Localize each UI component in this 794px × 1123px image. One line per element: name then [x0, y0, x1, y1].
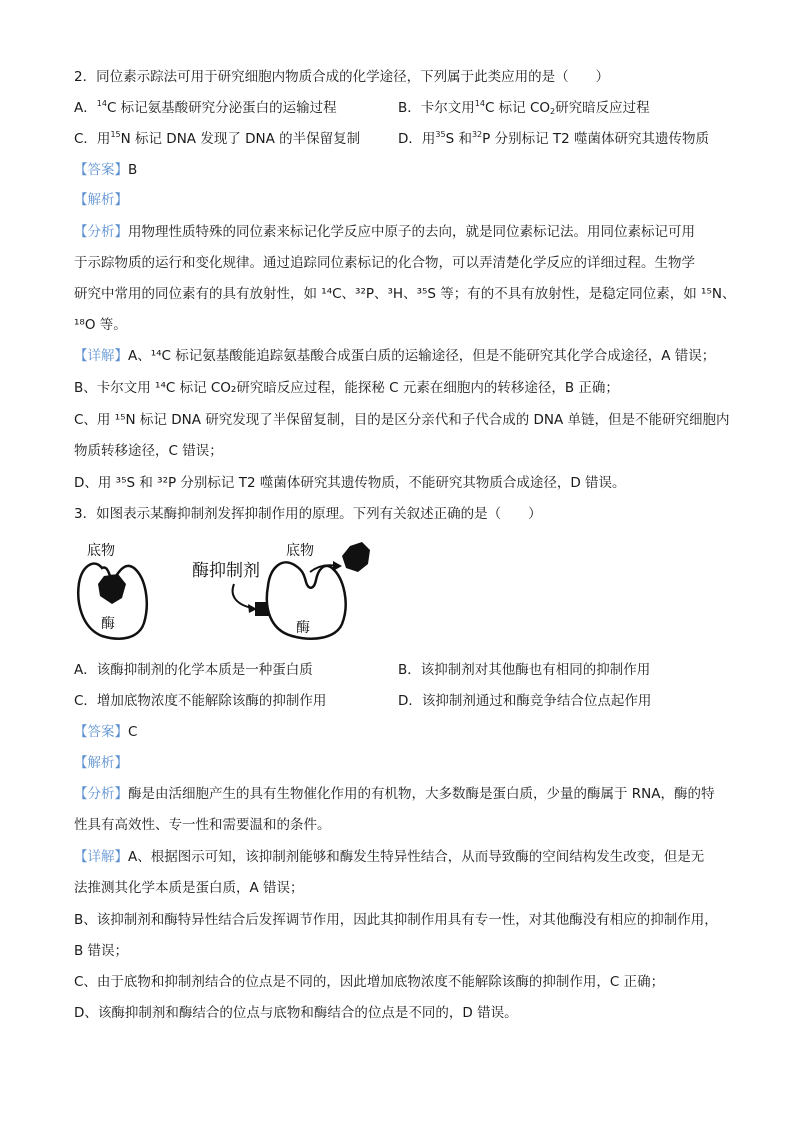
q2-option-d: D．用$^{35}$S 和$^{32}$P 分别标记 T2 噬菌体研究其遗传物质 — [398, 130, 710, 147]
q3-stem: 3．如图表示某酶抑制剂发挥抑制作用的原理。下列有关叙述正确的是（ ） — [74, 506, 542, 522]
answer-tag: 【答案】 — [74, 724, 128, 740]
q2-option-c: C．用$^{15}$N 标记 DNA 发现了 DNA 的半保留复制 — [74, 130, 361, 147]
inhibitor-label: 酶抑制剂 — [192, 561, 260, 581]
enzyme-right-label: 酶 — [296, 620, 310, 636]
q3-xiangjie-a1: 【详解】A、根据图示可知，该抑制剂能够和酶发生特异性结合，从而导致酶的空间结构发生改变，但是无 — [74, 849, 705, 865]
q3-option-d: D．该抑制剂通过和酶竞争结合位点起作用 — [398, 693, 652, 709]
q2-fenxi-line-2: 于示踪物质的运行和变化规律。通过追踪同位素标记的化合物，可以弄清楚化学反应的详细过程。生物学 — [74, 255, 695, 271]
fenxi-tag: 【分析】 — [74, 786, 128, 802]
q2-stem: 2．同位素示踪法可用于研究细胞内物质合成的化学途径，下列属于此类应用的是（ ） — [74, 69, 610, 85]
q2-xiangjie-c2: 物质转移途径，C 错误； — [74, 443, 223, 459]
q2-option-b: B．卡尔文用$^{14}$C 标记 $CO_2$研究暗反应过程 — [398, 99, 650, 116]
enzyme-inhibitor-figure — [74, 538, 394, 648]
q2-xiangjie-c1: C、用 ¹⁵N 标记 DNA 研究发现了半保留复制，目的是区分亲代和子代合成的 DNA 单链，但是不能研究细胞内 — [74, 412, 730, 428]
q3-answer — [74, 722, 137, 742]
q2-answer — [74, 160, 137, 180]
substrate-right-shape — [342, 542, 370, 572]
xiangjie-tag: 【详解】 — [74, 849, 128, 865]
q3-xiangjie-a2: 法推测其化学本质是蛋白质，A 错误； — [74, 880, 304, 896]
substrate-arrow-head — [333, 561, 342, 571]
q2-xiangjie-d: D、用 ³⁵S 和 ³²P 分别标记 T2 噬菌体研究其遗传物质，不能研究其物质合成途径，D 错误。 — [74, 475, 626, 491]
q2-analysis-tag: 【解析】 — [74, 192, 128, 208]
substrate-right-label: 底物 — [286, 543, 314, 559]
q2-fenxi-line-4: ¹⁸O 等。 — [74, 317, 127, 333]
q3-fenxi-line-2: 性具有高效性、专一性和需要温和的条件。 — [74, 817, 331, 833]
q3-option-a: A．该酶抑制剂的化学本质是一种蛋白质 — [74, 662, 313, 678]
q3-xiangjie-c: C、由于底物和抑制剂结合的位点是不同的，因此增加底物浓度不能解除该酶的抑制作用，C 正确； — [74, 974, 665, 990]
fenxi-tag: 【分析】 — [74, 224, 128, 240]
q3-xiangjie-d: D、该酶抑制剂和酶结合的位点与底物和酶结合的位点是不同的，D 错误。 — [74, 1005, 518, 1021]
q3-analysis-tag: 【解析】 — [74, 755, 128, 771]
xiangjie-tag: 【详解】 — [74, 348, 128, 364]
q3-fenxi-line-1: 【分析】酶是由活细胞产生的具有生物催化作用的有机物，大多数酶是蛋白质，少量的酶属于 RNA，酶的特 — [74, 786, 715, 802]
q2-fenxi-line-1: 【分析】用物理性质特殊的同位素来标记化学反应中原子的去向，就是同位素标记法。用同位素标记可用 — [74, 224, 695, 240]
q2-fenxi-line-3: 研究中常用的同位素有的具有放射性，如 ¹⁴C、³²P、³H、³⁵S 等；有的不具有放射性，是稳定同位素，如 ¹⁵N、 — [74, 286, 736, 302]
substrate-left-label: 底物 — [87, 543, 115, 559]
answer-tag: 【答案】 — [74, 162, 128, 178]
q2-xiangjie-b: B、卡尔文用 ¹⁴C 标记 CO₂研究暗反应过程，能探秘 C 元素在细胞内的转移途径，B 正确； — [74, 380, 619, 396]
q3-xiangjie-b2: B 错误； — [74, 943, 129, 959]
q3-answer-value: C — [128, 724, 138, 740]
q3-option-c: C．增加底物浓度不能解除该酶的抑制作用 — [74, 693, 327, 709]
q3-option-b: B．该抑制剂对其他酶也有相同的抑制作用 — [398, 662, 651, 678]
q2-xiangjie-a: 【详解】A、¹⁴C 标记氨基酸能追踪氨基酸合成蛋白质的运输途径，但是不能研究其化学合成途径，A 错误； — [74, 348, 716, 364]
q3-xiangjie-b1: B、该抑制剂和酶特异性结合后发挥调节作用，因此其抑制作用具有专一性，对其他酶没有相应的抑制作用， — [74, 912, 718, 928]
enzyme-inhibitor-diagram — [74, 538, 394, 648]
enzyme-left-label: 酶 — [101, 616, 115, 632]
q2-answer-value: B — [128, 162, 138, 178]
q2-option-a: A．$^{14}$C 标记氨基酸研究分泌蛋白的运输过程 — [74, 99, 337, 116]
inhibitor-arrow — [233, 584, 252, 608]
